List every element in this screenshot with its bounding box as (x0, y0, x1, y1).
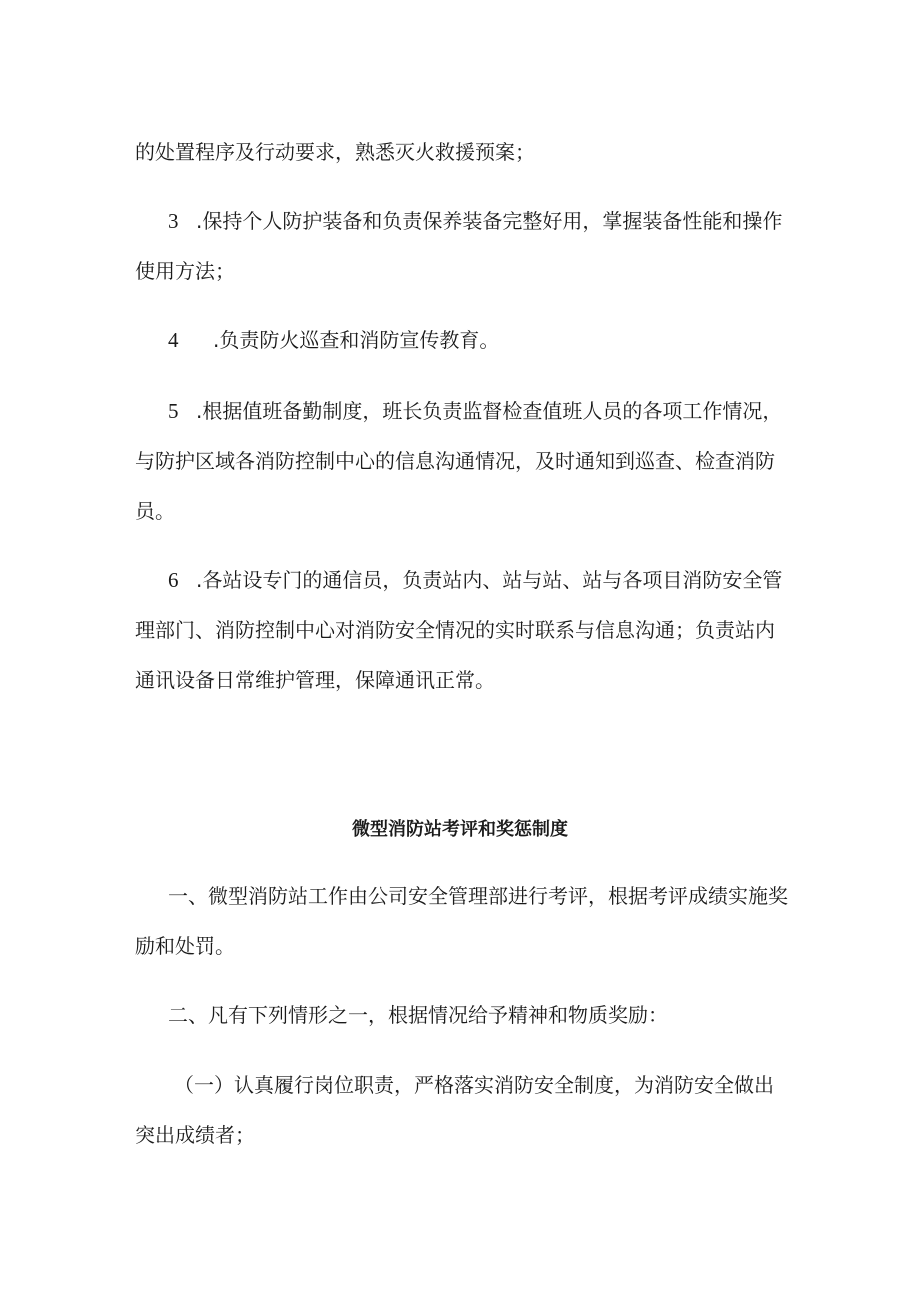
section-item-1: 一、微型消防站工作由公司安全管理部进行考评，根据考评成绩实施奖 (168, 884, 788, 908)
item-number: 4 (168, 328, 179, 352)
list-item-4 (168, 326, 499, 354)
list-item-3 (168, 207, 782, 235)
list-item-6-line-3: 通讯设备日常维护管理，保障通讯正常。 (135, 668, 495, 692)
sub-item-1-line-2: 突出成绩者； (135, 1123, 255, 1147)
list-item-6 (168, 566, 782, 594)
section-item-2: 二、凡有下列情形之一，根据情况给予精神和物质奖励： (168, 1003, 668, 1027)
item-number: 5 (168, 399, 179, 423)
item-number: 3 (168, 209, 179, 233)
list-item-6-line-2: 理部门、消防控制中心对消防安全情况的实时联系与信息沟通；负责站内 (135, 618, 775, 642)
list-item-5 (168, 397, 782, 425)
item-text: .保持个人防护装备和负责保养装备完整好用，掌握装备性能和操作 (196, 209, 783, 233)
item-text: .各站设专门的通信员，负责站内、站与站、站与各项目消防安全管 (196, 568, 783, 592)
paragraph-continuation: 的处置程序及行动要求，熟悉灭火救援预案； (135, 140, 535, 164)
list-item-5-line-3: 员。 (135, 499, 175, 523)
list-item-5-line-2: 与防护区域各消防控制中心的信息沟通情况，及时通知到巡查、检查消防 (135, 449, 775, 473)
section-title: 微型消防站考评和奖惩制度 (352, 819, 568, 840)
list-item-3-line-2: 使用方法； (135, 259, 235, 283)
section-item-1-line-2: 励和处罚。 (135, 934, 235, 958)
sub-item-1: （一）认真履行岗位职责，严格落实消防安全制度，为消防安全做出 (174, 1073, 774, 1097)
item-text: .根据值班备勤制度，班长负责监督检查值班人员的各项工作情况， (196, 399, 783, 423)
item-text: .负责防火巡查和消防宣传教育。 (213, 328, 500, 352)
item-number: 6 (168, 568, 179, 592)
